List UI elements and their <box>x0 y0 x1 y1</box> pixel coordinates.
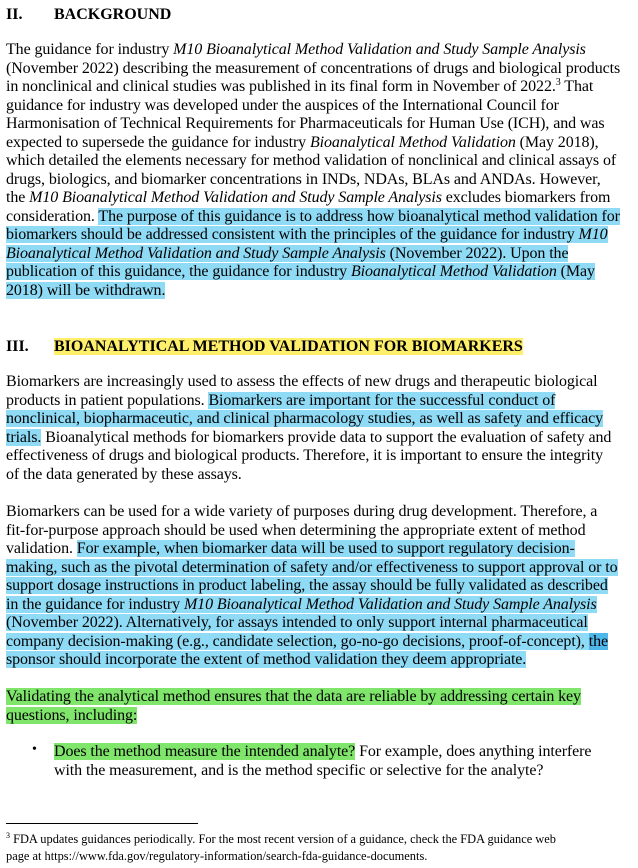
highlight-blue[interactable]: 2018) will be withdrawn. <box>6 281 166 299</box>
fit-for-purpose-paragraph <box>6 503 634 670</box>
section-number: II. <box>6 6 23 23</box>
highlight-blue[interactable] <box>6 596 597 613</box>
text: consideration. <box>6 207 99 225</box>
text: the <box>6 189 30 206</box>
guidance-title-italic: M10 <box>578 226 608 243</box>
text: biomarkers should be addressed consistent with the principles of the guidance for industry <box>6 226 579 243</box>
highlight-blue[interactable]: making, such as the pivotal determination of safety and/or effectiveness to support approval or to <box>6 558 618 576</box>
footnote-divider <box>6 823 198 824</box>
highlight-blue[interactable]: The purpose of this guidance is to address how bioanalytical method validation for <box>98 207 620 225</box>
text-line: with the measurement, and is the method specific or selective for the analyte? <box>54 761 544 779</box>
biomarkers-intro-paragraph <box>6 373 634 484</box>
highlight-blue[interactable]: Biomarkers are important for the successful conduct of <box>208 391 556 409</box>
guidance-title-italic: Bioanalytical Method Validation <box>350 263 557 280</box>
highlight-blue-selected[interactable]: the <box>588 632 608 650</box>
footnote-link-text[interactable]: page at https://www.fda.gov/regulatory-information/search-fda-guidance-documents. <box>6 848 428 863</box>
highlight-green[interactable]: Does the method measure the intended analyte? <box>54 743 356 760</box>
bullet-item <box>54 743 634 780</box>
background-paragraph <box>6 41 634 300</box>
text: (May 2018), <box>515 133 599 151</box>
text: The guidance for industry <box>6 41 174 58</box>
text: That <box>560 78 594 95</box>
highlight-blue[interactable]: trials. <box>6 428 42 446</box>
text-line: Biomarkers are increasingly used to assess the effects of new drugs and therapeutic biological <box>6 373 598 390</box>
text-line: Biomarkers can be used for a wide variety of purposes during drug development. Therefore, a <box>6 503 598 520</box>
highlight-blue[interactable] <box>6 263 595 280</box>
footnote-ref[interactable]: 3 <box>555 77 561 88</box>
bullet-marker-icon: • <box>32 742 37 757</box>
guidance-title-italic: Bioanalytical Method Validation <box>309 133 516 151</box>
text-line: Harmonisation of Technical Requirements for Pharmaceuticals for Human Use (ICH), and was <box>6 115 605 132</box>
highlight-green[interactable]: Validating the analytical method ensures that the data are reliable by addressing certain key <box>6 688 581 705</box>
footnote <box>6 831 634 864</box>
section-title: BACKGROUND <box>54 6 172 23</box>
text: expected to supersede the guidance for industry <box>6 133 310 151</box>
text: FDA updates guidances periodically. For the most recent version of a guidance, check the FDA guidance web <box>10 832 556 846</box>
text: in nonclinical and clinical studies was published in its final form in November of 2022. <box>6 78 556 95</box>
highlight-blue[interactable] <box>6 245 568 262</box>
guidance-title-italic: M10 Bioanalytical Method Validation and Study Sample Analysis <box>173 41 586 58</box>
text: (May <box>556 263 595 280</box>
guidance-title-italic: M10 Bioanalytical Method Validation and Study Sample Analysis <box>183 595 597 613</box>
highlight-blue[interactable]: nonclinical, biopharmaceutic, and clinical pharmacology studies, as well as safety and efficacy <box>6 410 604 427</box>
section-title-highlight-yellow[interactable]: BIOANALYTICAL METHOD VALIDATION FOR BIOMARKERS <box>54 338 523 355</box>
text-line: drugs, biologics, and biomarker concentrations in INDs, NDAs, BLAs and ANDAs. However, <box>6 170 601 188</box>
text: Bioanalytical methods for biomarkers provide data to support the evaluation of safety and <box>41 428 612 446</box>
section-number: III. <box>6 338 29 355</box>
section-heading-bioanalytical <box>6 337 523 357</box>
highlight-green[interactable]: questions, including: <box>6 706 138 724</box>
highlight-blue[interactable]: company decision-making (e.g., candidate selection, go-no-go decisions, proof-of-concept), <box>6 632 589 650</box>
text-line: (November 2022) describing the measurement of concentrations of drugs and biological products <box>6 59 621 77</box>
highlight-blue[interactable]: For example, when biomarker data will be used to support regulatory decision- <box>76 540 575 557</box>
text: excludes biomarkers from <box>441 189 611 206</box>
text-line: which detailed the elements necessary for method validation of nonclinical and clinical assays of <box>6 152 617 169</box>
text-line: guidance for industry was developed under the auspices of the International Council for <box>6 96 559 114</box>
text: For example, does anything interfere <box>355 743 592 760</box>
text: (November 2022). Upon the <box>385 244 569 262</box>
highlight-blue[interactable]: sponsor should incorporate the extent of method validation they deem appropriate. <box>6 651 527 668</box>
footnote-number: 3 <box>6 831 10 840</box>
text: products in patient populations. <box>6 391 209 409</box>
section-heading-background <box>6 5 171 25</box>
highlight-blue[interactable]: support dosage instructions in product labeling, the assay should be fully validated as described <box>6 577 608 594</box>
guidance-title-italic: Bioanalytical Method Validation and Study Sample Analysis <box>6 244 386 262</box>
highlight-blue[interactable] <box>6 226 608 243</box>
validation-questions-paragraph <box>6 688 634 725</box>
highlight-blue[interactable]: (November 2022). Alternatively, for assays intended to only support internal pharmaceutical <box>6 614 588 631</box>
text-line: effectiveness of drugs and biological products. Therefore, it is important to ensure the integrity <box>6 447 603 464</box>
guidance-title-italic: M10 Bioanalytical Method Validation and Study Sample Analysis <box>29 189 442 206</box>
text-line: fit-for-purpose approach should be used when determining the appropriate extent of method <box>6 521 586 539</box>
text: validation. <box>6 540 77 557</box>
text: publication of this guidance, the guidance for industry <box>6 263 351 280</box>
text: in the guidance for industry <box>6 595 184 613</box>
text-line: of the data generated by these assays. <box>6 465 242 483</box>
